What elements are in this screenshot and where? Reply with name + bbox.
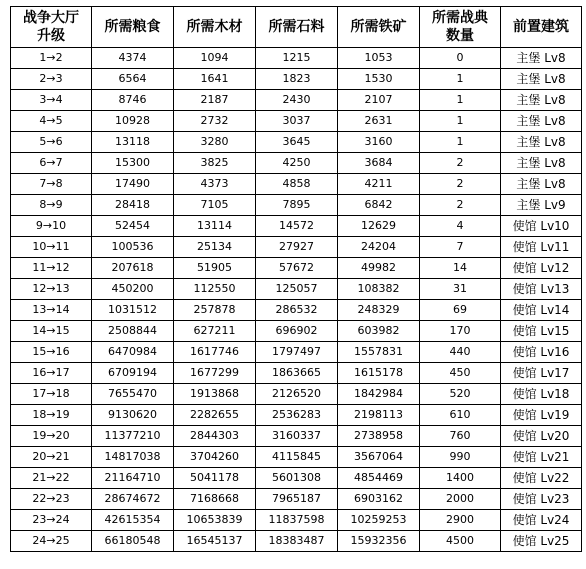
- cell-level: 19→20: [11, 426, 92, 447]
- cell-level: 16→17: [11, 363, 92, 384]
- cell-prerequisite: 使馆 Lv22: [501, 468, 582, 489]
- table-row: [11, 258, 582, 279]
- cell-iron: 1557831: [338, 342, 420, 363]
- cell-prerequisite: 主堡 Lv9: [501, 195, 582, 216]
- cell-food: 13118: [92, 132, 174, 153]
- cell-food: 28418: [92, 195, 174, 216]
- cell-war-books: 2900: [420, 510, 501, 531]
- cell-prerequisite: 使馆 Lv10: [501, 216, 582, 237]
- cell-level: 2→3: [11, 69, 92, 90]
- cell-war-books: 4: [420, 216, 501, 237]
- cell-iron: 603982: [338, 321, 420, 342]
- cell-iron: 108382: [338, 279, 420, 300]
- cell-war-books: 0: [420, 48, 501, 69]
- cell-war-books: 1: [420, 69, 501, 90]
- cell-stone: 1823: [256, 69, 338, 90]
- cell-food: 100536: [92, 237, 174, 258]
- table-row: [11, 90, 582, 111]
- cell-wood: 257878: [174, 300, 256, 321]
- cell-wood: 112550: [174, 279, 256, 300]
- cell-level: 18→19: [11, 405, 92, 426]
- cell-iron: 15932356: [338, 531, 420, 552]
- cell-food: 42615354: [92, 510, 174, 531]
- cell-wood: 3825: [174, 153, 256, 174]
- cell-iron: 1530: [338, 69, 420, 90]
- cell-stone: 4858: [256, 174, 338, 195]
- table-row: [11, 342, 582, 363]
- cell-food: 14817038: [92, 447, 174, 468]
- table-row: [11, 111, 582, 132]
- cell-prerequisite: 主堡 Lv8: [501, 90, 582, 111]
- cell-iron: 2107: [338, 90, 420, 111]
- cell-wood: 4373: [174, 174, 256, 195]
- cell-wood: 2732: [174, 111, 256, 132]
- table-row: [11, 237, 582, 258]
- cell-level: 23→24: [11, 510, 92, 531]
- cell-food: 6709194: [92, 363, 174, 384]
- cell-food: 7655470: [92, 384, 174, 405]
- cell-level: 21→22: [11, 468, 92, 489]
- cell-prerequisite: 主堡 Lv8: [501, 69, 582, 90]
- cell-food: 6564: [92, 69, 174, 90]
- cell-war-books: 760: [420, 426, 501, 447]
- cell-wood: 5041178: [174, 468, 256, 489]
- cell-iron: 3684: [338, 153, 420, 174]
- cell-war-books: 520: [420, 384, 501, 405]
- cell-iron: 1053: [338, 48, 420, 69]
- cell-food: 10928: [92, 111, 174, 132]
- cell-prerequisite: 使馆 Lv11: [501, 237, 582, 258]
- cell-stone: 27927: [256, 237, 338, 258]
- cell-prerequisite: 使馆 Lv12: [501, 258, 582, 279]
- cell-war-books: 7: [420, 237, 501, 258]
- column-header-wood: [174, 7, 256, 48]
- cell-iron: 24204: [338, 237, 420, 258]
- cell-level: 8→9: [11, 195, 92, 216]
- cell-food: 66180548: [92, 531, 174, 552]
- table-row: [11, 279, 582, 300]
- cell-stone: 7895: [256, 195, 338, 216]
- table-body: [11, 48, 582, 552]
- cell-wood: 51905: [174, 258, 256, 279]
- cell-prerequisite: 主堡 Lv8: [501, 48, 582, 69]
- cell-prerequisite: 主堡 Lv8: [501, 111, 582, 132]
- table-row: [11, 174, 582, 195]
- cell-iron: 6903162: [338, 489, 420, 510]
- table-row: [11, 48, 582, 69]
- cell-prerequisite: 使馆 Lv16: [501, 342, 582, 363]
- cell-prerequisite: 主堡 Lv8: [501, 132, 582, 153]
- cell-iron: 3567064: [338, 447, 420, 468]
- cell-wood: 25134: [174, 237, 256, 258]
- column-header-upgrade-level: [11, 7, 92, 48]
- cell-wood: 2282655: [174, 405, 256, 426]
- table-row: [11, 300, 582, 321]
- cell-level: 3→4: [11, 90, 92, 111]
- cell-wood: 3280: [174, 132, 256, 153]
- cell-food: 11377210: [92, 426, 174, 447]
- header-line-1: 所需木材: [186, 19, 243, 35]
- cell-wood: 1677299: [174, 363, 256, 384]
- cell-food: 1031512: [92, 300, 174, 321]
- cell-iron: 12629: [338, 216, 420, 237]
- cell-food: 207618: [92, 258, 174, 279]
- cell-prerequisite: 使馆 Lv19: [501, 405, 582, 426]
- cell-war-books: 2: [420, 195, 501, 216]
- cell-iron: 4211: [338, 174, 420, 195]
- cell-stone: 1215: [256, 48, 338, 69]
- cell-level: 20→21: [11, 447, 92, 468]
- cell-war-books: 69: [420, 300, 501, 321]
- cell-war-books: 440: [420, 342, 501, 363]
- cell-level: 1→2: [11, 48, 92, 69]
- cell-war-books: 2: [420, 153, 501, 174]
- cell-level: 10→11: [11, 237, 92, 258]
- cell-war-books: 990: [420, 447, 501, 468]
- cell-wood: 1641: [174, 69, 256, 90]
- cell-wood: 1913868: [174, 384, 256, 405]
- cell-stone: 2126520: [256, 384, 338, 405]
- column-header-stone: [256, 7, 338, 48]
- table-row: [11, 216, 582, 237]
- cell-level: 12→13: [11, 279, 92, 300]
- table-row: [11, 69, 582, 90]
- cell-wood: 16545137: [174, 531, 256, 552]
- cell-stone: 4250: [256, 153, 338, 174]
- cell-prerequisite: 使馆 Lv20: [501, 426, 582, 447]
- cell-prerequisite: 使馆 Lv15: [501, 321, 582, 342]
- cell-war-books: 2: [420, 174, 501, 195]
- cell-iron: 1842984: [338, 384, 420, 405]
- cell-level: 5→6: [11, 132, 92, 153]
- cell-prerequisite: 使馆 Lv13: [501, 279, 582, 300]
- cell-iron: 248329: [338, 300, 420, 321]
- cell-food: 2508844: [92, 321, 174, 342]
- cell-stone: 2430: [256, 90, 338, 111]
- cell-stone: 14572: [256, 216, 338, 237]
- table-row: [11, 531, 582, 552]
- cell-stone: 2536283: [256, 405, 338, 426]
- cell-food: 450200: [92, 279, 174, 300]
- cell-food: 9130620: [92, 405, 174, 426]
- cell-stone: 57672: [256, 258, 338, 279]
- cell-stone: 125057: [256, 279, 338, 300]
- header-line-1: 所需粮食: [104, 19, 161, 35]
- cell-stone: 18383487: [256, 531, 338, 552]
- column-header-iron: [338, 7, 420, 48]
- cell-prerequisite: 使馆 Lv21: [501, 447, 582, 468]
- cell-level: 7→8: [11, 174, 92, 195]
- cell-wood: 1094: [174, 48, 256, 69]
- cell-war-books: 610: [420, 405, 501, 426]
- cell-prerequisite: 使馆 Lv14: [501, 300, 582, 321]
- cell-prerequisite: 使馆 Lv24: [501, 510, 582, 531]
- cell-war-books: 1: [420, 132, 501, 153]
- column-header-food: [92, 7, 174, 48]
- header-line-2: 升级: [37, 28, 65, 44]
- header-line-2: 数量: [446, 28, 474, 44]
- cell-food: 21164710: [92, 468, 174, 489]
- table-row: [11, 405, 582, 426]
- cell-prerequisite: 使馆 Lv17: [501, 363, 582, 384]
- cell-wood: 7105: [174, 195, 256, 216]
- cell-war-books: 1400: [420, 468, 501, 489]
- cell-prerequisite: 使馆 Lv23: [501, 489, 582, 510]
- cell-level: 9→10: [11, 216, 92, 237]
- cell-war-books: 170: [420, 321, 501, 342]
- column-header-prerequisite: [501, 7, 582, 48]
- header-line-1: 所需石料: [268, 19, 325, 35]
- cell-war-books: 31: [420, 279, 501, 300]
- cell-level: 17→18: [11, 384, 92, 405]
- header-line-1: 所需铁矿: [350, 19, 407, 35]
- header-line-1: 前置建筑: [513, 19, 569, 35]
- cell-level: 24→25: [11, 531, 92, 552]
- cell-stone: 3037: [256, 111, 338, 132]
- cell-stone: 11837598: [256, 510, 338, 531]
- cell-war-books: 450: [420, 363, 501, 384]
- cell-wood: 3704260: [174, 447, 256, 468]
- cell-food: 52454: [92, 216, 174, 237]
- cell-stone: 5601308: [256, 468, 338, 489]
- cell-war-books: 2000: [420, 489, 501, 510]
- cell-food: 8746: [92, 90, 174, 111]
- cell-iron: 4854469: [338, 468, 420, 489]
- cell-war-books: 4500: [420, 531, 501, 552]
- cell-wood: 2187: [174, 90, 256, 111]
- column-header-war-books: [420, 7, 501, 48]
- cell-food: 28674672: [92, 489, 174, 510]
- cell-prerequisite: 主堡 Lv8: [501, 174, 582, 195]
- cell-wood: 13114: [174, 216, 256, 237]
- cell-wood: 7168668: [174, 489, 256, 510]
- cell-wood: 1617746: [174, 342, 256, 363]
- cell-stone: 696902: [256, 321, 338, 342]
- cell-level: 13→14: [11, 300, 92, 321]
- cell-iron: 2198113: [338, 405, 420, 426]
- table-header-row: [11, 7, 582, 48]
- cell-level: 22→23: [11, 489, 92, 510]
- cell-iron: 1615178: [338, 363, 420, 384]
- cell-iron: 2631: [338, 111, 420, 132]
- cell-stone: 1863665: [256, 363, 338, 384]
- table-row: [11, 363, 582, 384]
- cell-stone: 3645: [256, 132, 338, 153]
- cell-level: 15→16: [11, 342, 92, 363]
- cell-iron: 6842: [338, 195, 420, 216]
- table-row: [11, 195, 582, 216]
- cell-prerequisite: 使馆 Lv18: [501, 384, 582, 405]
- cell-stone: 1797497: [256, 342, 338, 363]
- cell-level: 6→7: [11, 153, 92, 174]
- cell-war-books: 1: [420, 111, 501, 132]
- table-row: [11, 510, 582, 531]
- cell-iron: 3160: [338, 132, 420, 153]
- cell-food: 15300: [92, 153, 174, 174]
- table-row: [11, 447, 582, 468]
- cell-level: 14→15: [11, 321, 92, 342]
- cell-prerequisite: 使馆 Lv25: [501, 531, 582, 552]
- cell-iron: 10259253: [338, 510, 420, 531]
- cell-wood: 627211: [174, 321, 256, 342]
- cell-food: 6470984: [92, 342, 174, 363]
- cell-level: 4→5: [11, 111, 92, 132]
- header-line-1: 战争大厅: [23, 10, 79, 26]
- table-row: [11, 384, 582, 405]
- cell-stone: 7965187: [256, 489, 338, 510]
- table-row: [11, 426, 582, 447]
- cell-war-books: 1: [420, 90, 501, 111]
- cell-wood: 10653839: [174, 510, 256, 531]
- cell-food: 4374: [92, 48, 174, 69]
- cell-iron: 49982: [338, 258, 420, 279]
- cell-iron: 2738958: [338, 426, 420, 447]
- table-row: [11, 132, 582, 153]
- header-line-1: 所需战典: [432, 10, 488, 26]
- table-row: [11, 468, 582, 489]
- cell-stone: 4115845: [256, 447, 338, 468]
- war-hall-upgrade-table: [10, 6, 582, 552]
- table-row: [11, 489, 582, 510]
- table-row: [11, 153, 582, 174]
- cell-stone: 3160337: [256, 426, 338, 447]
- cell-wood: 2844303: [174, 426, 256, 447]
- cell-food: 17490: [92, 174, 174, 195]
- cell-war-books: 14: [420, 258, 501, 279]
- cell-stone: 286532: [256, 300, 338, 321]
- table-row: [11, 321, 582, 342]
- cell-level: 11→12: [11, 258, 92, 279]
- cell-prerequisite: 主堡 Lv8: [501, 153, 582, 174]
